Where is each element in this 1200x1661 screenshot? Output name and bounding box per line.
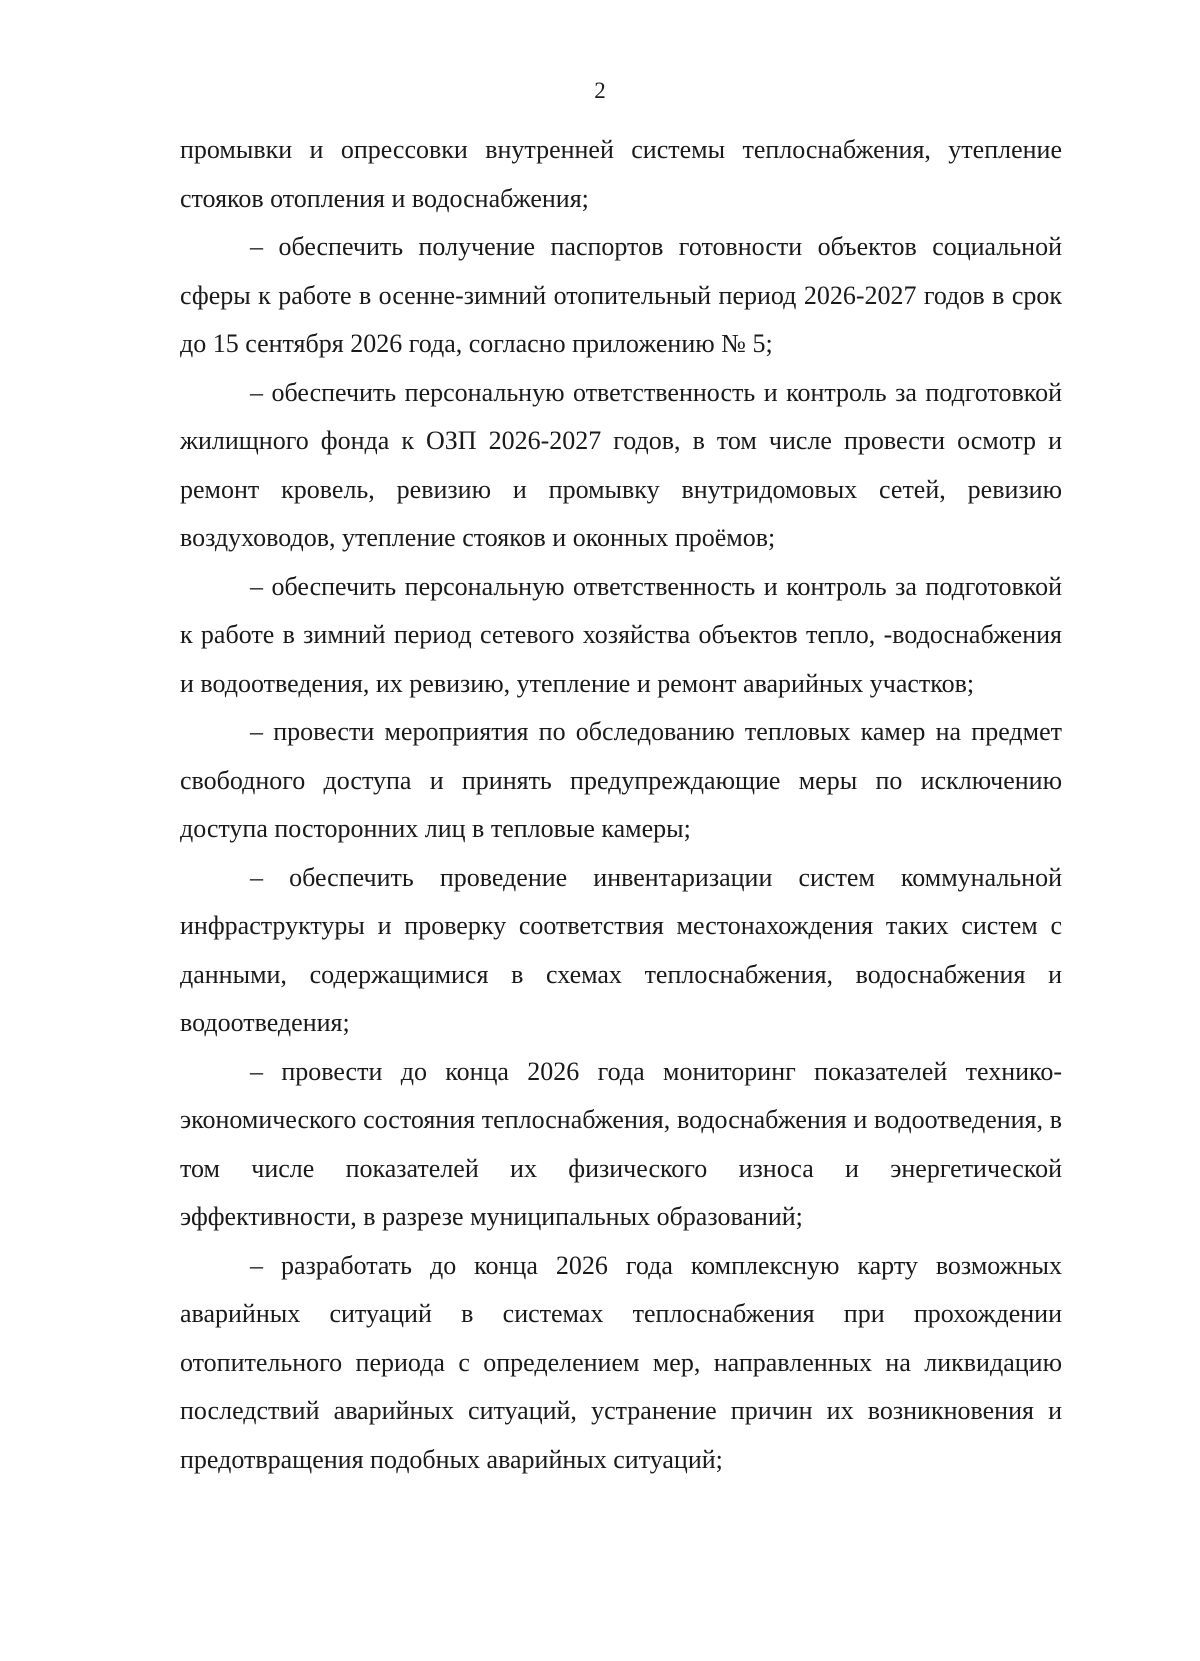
document-body <box>180 126 1062 1484</box>
list-item: – провести до конца 2026 года мониторинг показателей технико-экономического состояния теплоснабжения, водоснабжения и водоотведения, в том числе показателей их физического износа и энергетической эффективности, в разрезе муниципальных образований; <box>180 1056 1062 1231</box>
list-item: – обеспечить персональную ответственность и контроль за подготовкой жилищного фонда к ОЗП 2026-2027 годов, в том числе провести осмотр и ремонт кровель, ревизию и промывку внутридомовых сетей, ревизию воздуховодов, утепление стояков и оконных проёмов; <box>180 377 1062 552</box>
list-item: – обеспечить персональную ответственность и контроль за подготовкой к работе в зимний период сетевого хозяйства объектов тепло, -водоснабжения и водоотведения, их ревизию, утепление и ремонт аварийных участков; <box>180 571 1062 698</box>
paragraph-continuation: промывки и опрессовки внутренней системы теплоснабжения, утепление стояков отопления и водоснабжения; <box>180 135 1062 213</box>
list-item: – обеспечить проведение инвентаризации систем коммунальной инфраструктуры и проверку соответствия местонахождения таких систем с данными, содержащимися в схемах теплоснабжения, водоснабжения и водоотведения; <box>180 862 1062 1037</box>
list-item: – провести мероприятия по обследованию тепловых камер на предмет свободного доступа и принять предупреждающие меры по исключению доступа посторонних лиц в тепловые камеры; <box>180 717 1062 843</box>
list-item: – разработать до конца 2026 года комплексную карту возможных аварийных ситуаций в системах теплоснабжения при прохождении отопительного периода с определением мер, направленных на ликвидацию последствий аварийных ситуаций, устранение причин их возникновения и предотвращения подобных аварийных ситуаций; <box>180 1250 1062 1474</box>
page-number: 2 <box>594 78 606 103</box>
list-item: – обеспечить получение паспортов готовности объектов социальной сферы к работе в осенне-зимний отопительный период 2026-2027 годов в срок до 15 сентября 2026 года, согласно приложению № 5; <box>180 232 1062 358</box>
